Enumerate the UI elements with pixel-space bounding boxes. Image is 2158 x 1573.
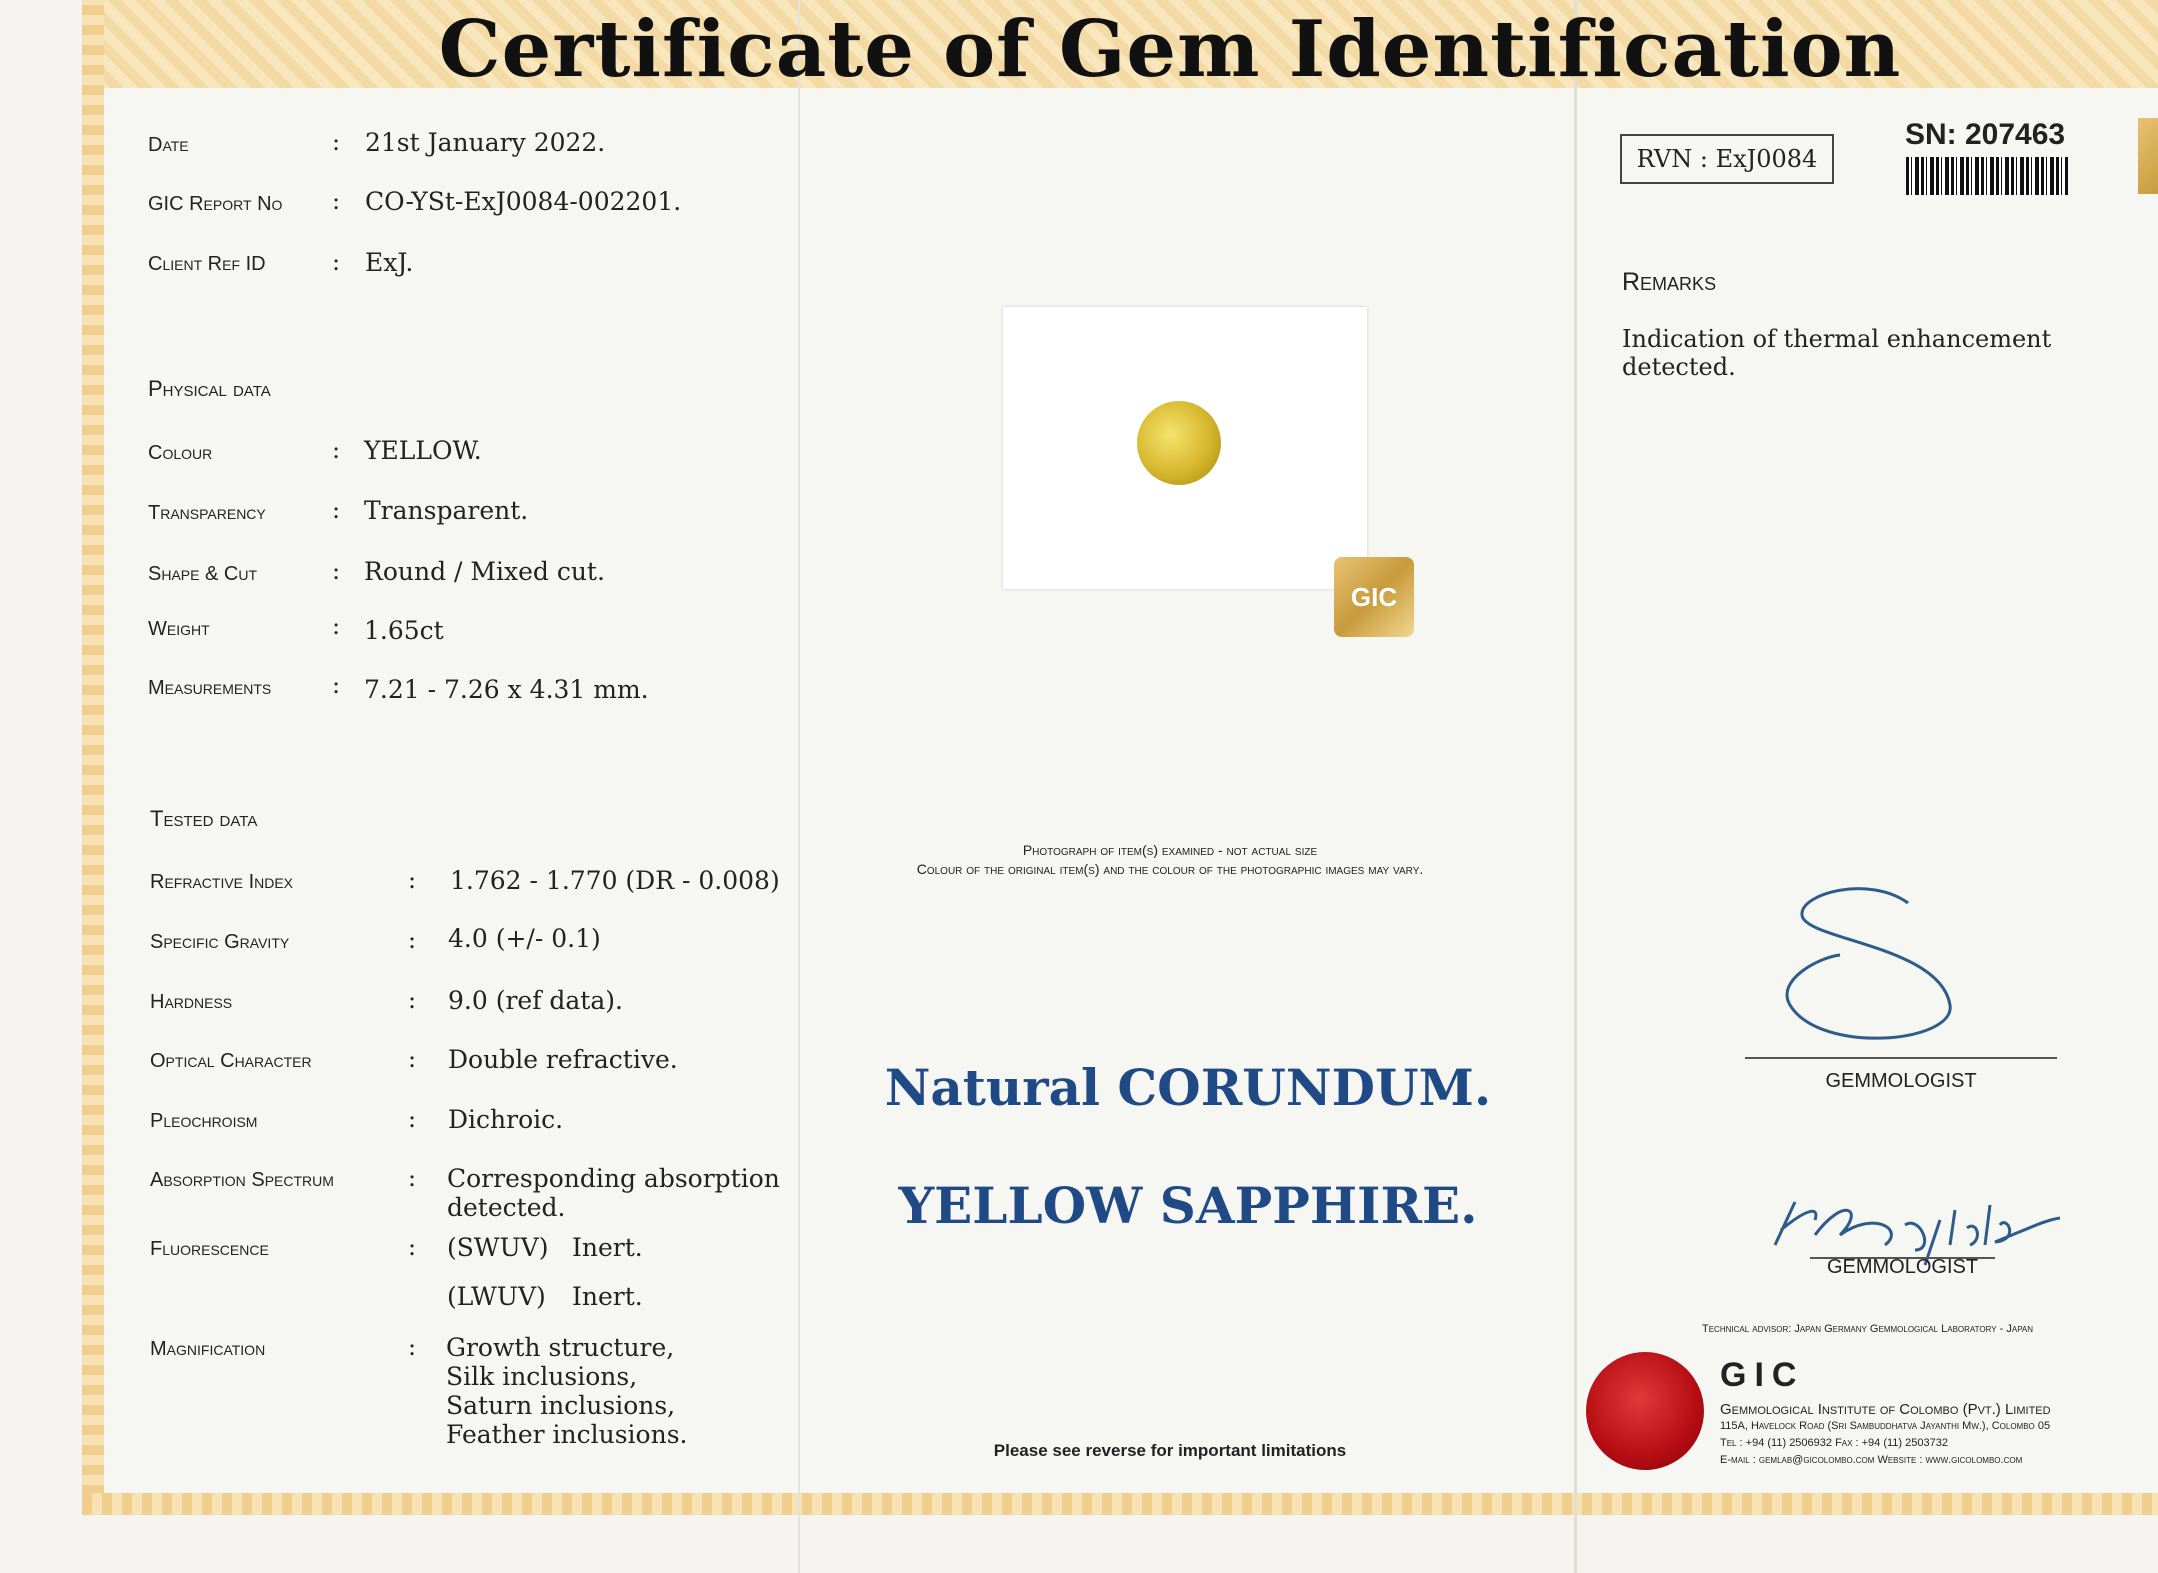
colon: : <box>408 1045 417 1073</box>
colon: : <box>332 557 341 585</box>
client-ref-label: Client Ref ID <box>148 253 266 275</box>
shape-cut-value: Round / Mixed cut. <box>364 557 605 586</box>
absorption-spectrum-label: Absorption Spectrum <box>150 1169 334 1191</box>
signature-line-1 <box>1745 1057 2057 1059</box>
colon: : <box>408 1233 417 1261</box>
pleochroism-value: Dichroic. <box>448 1105 564 1134</box>
hologram-sticker-edge <box>2138 118 2158 194</box>
gem-photo <box>1137 401 1221 485</box>
refractive-index-label: Refractive Index <box>150 871 294 893</box>
gic-hologram-sticker: GIC <box>1334 557 1414 637</box>
colon: : <box>332 612 341 640</box>
transparency-value: Transparent. <box>364 496 529 525</box>
signature-label-2: GEMMOLOGIST <box>1826 1256 1979 1278</box>
colon: : <box>332 671 341 699</box>
ornamental-border-left <box>82 0 104 1515</box>
colon: : <box>408 1105 417 1133</box>
hardness-label: Hardness <box>150 991 233 1013</box>
physical-data-header: Physical data <box>148 376 271 401</box>
date-label: Date <box>148 134 189 156</box>
ornamental-border-bottom <box>82 1493 2158 1515</box>
optical-character-label: Optical Character <box>150 1050 312 1072</box>
transparency-label: Transparency <box>148 502 266 524</box>
magnification-value-line: Saturn inclusions, <box>446 1391 676 1420</box>
certificate-title: Certificate of Gem Identification <box>438 4 1902 95</box>
colon: : <box>332 248 341 276</box>
barcode <box>1906 157 2068 195</box>
date-value: 21st January 2022. <box>365 128 606 157</box>
report-no-value: CO-YSt-ExJ0084-002201. <box>365 187 682 216</box>
species-conclusion: Natural CORUNDUM. <box>884 1058 1492 1117</box>
gic-logo: GIC <box>1720 1356 1805 1394</box>
tested-data-header: Tested data <box>150 806 258 831</box>
colon: : <box>332 436 341 464</box>
weight-label: Weight <box>148 618 210 640</box>
pleochroism-label: Pleochroism <box>150 1110 258 1132</box>
institute-email: E-mail : gemlab@gicolombo.com Website : www.gicolombo.com <box>1720 1454 2023 1466</box>
rvn-box: RVN : ExJ0084 <box>1620 134 1834 184</box>
magnification-value-line: Growth structure, <box>446 1333 675 1362</box>
magnification-value-line: Silk inclusions, <box>446 1362 638 1391</box>
hardness-value: 9.0 (ref data). <box>448 986 623 1015</box>
signature-1 <box>1780 885 1980 1060</box>
specific-gravity-label: Specific Gravity <box>150 931 290 953</box>
report-no-label: GIC Report No <box>148 193 283 215</box>
serial-number: SN: 207463 <box>1905 118 2066 151</box>
photo-caption-line2: Colour of the original item(s) and the colour of the photographic images may vary. <box>916 861 1424 877</box>
colon: : <box>332 128 341 156</box>
colon: : <box>332 187 341 215</box>
signature-label-1: GEMMOLOGIST <box>1825 1070 1977 1092</box>
fluorescence-label: Fluorescence <box>150 1238 269 1260</box>
fold-line-right <box>1574 0 1577 1573</box>
fluorescence-swuv-value: Inert. <box>572 1233 643 1262</box>
colour-label: Colour <box>148 442 213 464</box>
colour-value: YELLOW. <box>364 436 482 465</box>
fluorescence-lwuv-key: (LWUV) <box>447 1282 546 1311</box>
fluorescence-lwuv-value: Inert. <box>572 1282 643 1311</box>
fluorescence-swuv-key: (SWUV) <box>447 1233 549 1262</box>
magnification-label: Magnification <box>150 1338 266 1360</box>
shape-cut-label: Shape & Cut <box>148 563 258 585</box>
colon: : <box>408 1333 417 1361</box>
institute-address: 115A, Havelock Road (Sri Sambuddhatva Jayanthi Mw.), Colombo 05 <box>1720 1420 2051 1432</box>
wax-seal-icon <box>1586 1352 1704 1470</box>
colon: : <box>408 926 417 954</box>
photo-caption-line1: Photograph of item(s) examined - not actual size <box>1022 842 1318 858</box>
remarks-text: Indication of thermal enhancement detected. <box>1622 325 2052 381</box>
measurements-value: 7.21 - 7.26 x 4.31 mm. <box>364 675 649 704</box>
colon: : <box>408 986 417 1014</box>
institute-phone: Tel : +94 (11) 2506932 Fax : +94 (11) 2503732 <box>1720 1437 1948 1449</box>
institute-name: Gemmological Institute of Colombo (Pvt.) Limited <box>1720 1401 2051 1418</box>
weight-value: 1.65ct <box>364 616 444 645</box>
optical-character-value: Double refractive. <box>448 1045 678 1074</box>
colon: : <box>408 866 417 894</box>
variety-conclusion: YELLOW SAPPHIRE. <box>898 1176 1478 1235</box>
specific-gravity-value: 4.0 (+/- 0.1) <box>448 924 601 953</box>
remarks-header: Remarks <box>1622 268 1717 296</box>
measurements-label: Measurements <box>148 677 272 699</box>
colon: : <box>408 1164 417 1192</box>
magnification-value-line: Feather inclusions. <box>446 1420 688 1449</box>
absorption-spectrum-value-line2: detected. <box>447 1193 566 1222</box>
refractive-index-value: 1.762 - 1.770 (DR - 0.008) <box>450 866 780 895</box>
colon: : <box>332 496 341 524</box>
limitations-note: Please see reverse for important limitations <box>993 1441 1347 1460</box>
client-ref-value: ExJ. <box>365 248 414 277</box>
absorption-spectrum-value-line1: Corresponding absorption <box>447 1164 780 1193</box>
certificate-body <box>104 88 2158 1493</box>
technical-advisor: Technical advisor: Japan Germany Gemmological Laboratory - Japan <box>1702 1323 2034 1335</box>
fold-line-left <box>798 0 800 1573</box>
